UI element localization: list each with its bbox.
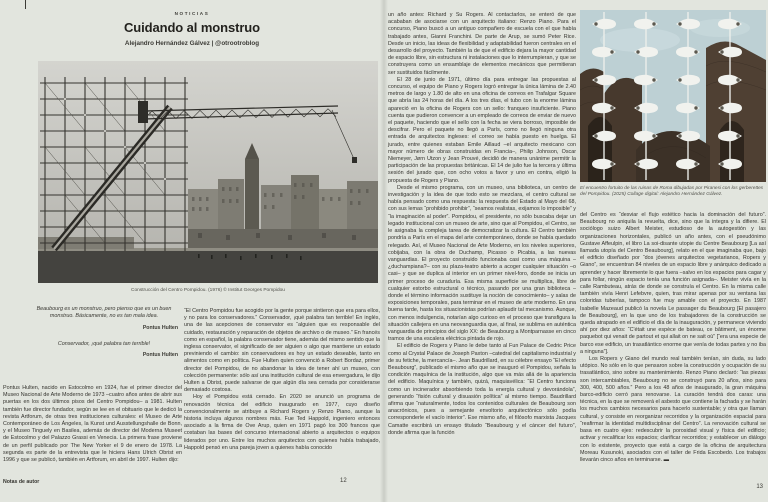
author-notes-label: Notas de autor <box>3 479 40 485</box>
article-title: Cuidando al monstruo <box>124 20 260 35</box>
collage-caption: El encuentro fortuito de las ruinas de Roma dibujadas por Piranesi con los gerberettes del Pompidou. (2025) Collage digital: Alejandro Hernández Gálvez. <box>580 186 764 198</box>
paragraph: Hoy el Pompidou está cerrado. En 2020 se anunció un programa de renovación técnica del edificio inaugurado en 1977, cuyo diseño convencionalmente se atribuye a Richard Rogers y Renzo Piano, aunque la historia incluya algunos nombres más. Fue Ted Happold, ingeniero entonces asociado a la firma de Ove Arup, quien en 1971 pagó los 300 francos que costaban las bases del concurso internacional abierto a arquitectos o equipos liderados por uno. Entre los muchos arquitectos con quienes había trabajado, Happold pensó en una pareja joven a quienes había conocido <box>184 394 380 451</box>
quote-attribution: Pontus Hulten <box>142 352 178 359</box>
section-kicker: NOTICIAS <box>174 11 210 16</box>
body-column <box>388 12 576 437</box>
paragraph: del Centro es “desviar el flujo estético hacia la dominación del futuro”. Beaubourg no aniquila la revuelta, dice, sino que la integra y la difiere. El sociólogo suizo Albert Meister, estudioso de la autogestión y las organizaciones horizontales, publicó un año antes, con el pseudónimo Gustave Affeulpin, el libro La soi-disante utopie du Centre Beaubourg [La así llamada utopía del Centro Beaubourg], relato en el que imaginaba que, bajo el edificio diseñado por “dos jóvenes arquitectos vegetarianos, Ropers y Giano”, se encuentran 84 niveles de un espacio libre y anárquico dedicado a aprender y hacer libremente lo que fuera –salvo en los espacios para cagar y para follar, ningún espacio tenía una función asignada–. Meister vivía en la calle Rambuteau, atrás de donde se construía el Centro. En la misma calle también vivía Henri Lefebvre, quien, tras mirar apenas por su ventana las coloridas tuberías, tampoco fue muy amable con el proyecto. En 1987 Isabelle Mazeaud publicó la novela Le passager du Beaubourg [El pasajero de Beaubourg], en la que uno de los trabajadores de la construcción se queda atrapado en el edificio el día de la inauguración, y permanece viviendo ahí por diez años: “C'était une espèce de bateau, ce bâtiment, un énorme paquebot qui venait de partout et qui allait on ne sait où” [“era una especie de barco ese edificio, un trasatlántico enorme que venía de todas partes y no iba a ninguna”]. <box>580 212 766 355</box>
paragraph: El 28 de junio de 1971, último día para entregar las propuestas al concurso, el equipo de Piano y Rogers logró entregar la única lámina de 2.40 metros de largo y 1.80 de alto en una oficina de correos en Trafalgar Square que abría las 24 horas del día. A los tres días, el tubo con la enorme lámina apareció en la oficina de Rogers con un sello: franqueo insuficiente. Piano cuenta que pudieron convencer a un empleado de correos de enviar de nuevo el paquete, haciendo que el sello con la fecha se viera borroso, imposible de descifrar. Pero el paquete no llegó a París, como no llegó ninguna otra entrada de arquitectos ingleses: el correo se había puesto en huelga. El jurado, entre quienes estaban Emile Aillaud –el arquitecto mexicano con mayor número de obras construidas en Francia–, Philip Johnson, Oscar Niemeyer, Jørn Utzon y Jean Prouvé, decidió de manera unánime permitir la participación de las propuestas británicas. El 14 de julio fue la tercera y última sesión del jurado que, con ocho votos a favor y uno en contra, eligió la propuesta de Rogers y Piano. <box>388 76 576 184</box>
collage-image <box>580 10 766 182</box>
photo-caption: Construcción del Centro Pompidou. (1976) © Institut Georges Pompidou <box>131 288 285 293</box>
body-column <box>184 308 380 452</box>
paragraph: un año antes: Richard y Su Rogers. Al contactarlos, se enteró de que acababan de asociarse con un arquitecto italiano: Renzo Piano. Para el concurso, Piano buscó a un antiguo compañero de escuela con el que había trabajado antes, Gianni Franchini. De parte de Arup, se sumó Peter Rice. Desde un inicio, las ideas de flexibilidad y adaptabilidad fueron centrales en el desarrollo del proyecto. También la de que el edificio dejara la mayor cantidad de espacio libre, sin estructura ni instalaciones que lo interrumpieran, y que se construyera como un ensamblaje de elementos mecánicos que permitieran ser sustituidos fácilmente. <box>388 12 576 76</box>
pull-quote: Conservador, ¡qué palabra tan terrible! <box>57 340 151 347</box>
quote-attribution: Pontus Hulten <box>142 324 178 331</box>
pull-quotes <box>30 306 178 358</box>
right-page <box>384 0 768 502</box>
paragraph: Los Ropers y Giano del mundo real también tenían, sin duda, su lado utópico. No sólo en lo que pensaron sobre la construcción y ocupación de su trasatlántico, sino sobre su mantenimiento. Renzo Piano declaró: “las piezas son intercambiables, Beaubourg no se construyó para 20 años, sino para 300, 400, 500 años.” Pero a los 48 años de inaugurado, la gran máquina barco-edificio cerró para renovarse. La curación tendrá dos caras: una técnica, en la que se removerá el asbesto que contiene la fachada y se harán los muchos cambios necesarios para hacerlo sustentable; y otra que llaman cultural, y consiste en reorganizar recorridos y la organización espacial para “reafirmar la identidad multidisciplinar del Centro”. La renovación cultural se basa en cuatro ejes: redescubrir la porosidad visual y física del edificio; activar y recalificar los espacios; clarificar recorridos; y establecer un diálogo con lo existente, proyecto que está a cargo de la oficina de arquitectura Moreau Kusunoki, asociados con el taller de Frida Escobedo. Los trabajos llevarán cinco años en terminarse. ▬ <box>580 356 766 463</box>
body-column <box>3 385 182 464</box>
piranesi-gerberette-collage <box>580 10 766 182</box>
paragraph: Pontus Hulten, nacido en Estocolmo en 1924, fue el primer director del Museo Nacional de Arte Moderno de 1973 –cuatro años antes de abrir sus puertas en los dos últimos pisos del Centro Pompidou– a 1981. Hulten también fue director fundador, según se lee en el obituario que le dedicó la revista Artforum, de otras tres instituciones culturales: el Museo de Arte Contemporáneo de Los Ángeles, la Kunst und Ausstellungshalle de Bonn, y el Museo Tinguely en Basilea, además de director del Moderna Museet de Estocolmo y del Palazzo Grassi en Venecia. La primera frase proviene de un perfil publicado por The New Yorker el 9 de enero de 1978. La segunda es parte de la entrevista que le hiciera Hans Ulrich Obrist en 1996 y que se publicó, también en Artforum, en abril de 1997. Hulten dijo: <box>3 385 182 464</box>
page-number: 13 <box>756 484 763 490</box>
body-column <box>580 212 766 464</box>
construction-photo <box>38 61 378 283</box>
paragraph: El edificio de Rogers y Piano le debe tanto al Fun Palace de Cedric Price como al Crystal Palace de Joseph Paxton –catedral del capitalismo industrial y de su fetiche, la mercancía–. Jean Baudrillard, en su célebre ensayo “El efecto Beaubourg”, publicado el mismo año que se inauguró el Pompidou, señala la condición maquínica de la institución, algo que va más allá de la apariencia del edificio. Maquínica y también, quizá, maquiavélica: “El Centro funciona como un incinerador absorbiendo toda la energía cultural y devorándola”, generando “fisión cultural y disuasión política” al mismo tiempo. Baudrillard afirma que “naturalmente, todos los contenidos culturales de Beaubourg son anacrónicos, pues a semejante envoltorio arquitectónico sólo podía corresponderle el vacío interior”. Ese mismo año, el filósofo marxista Jacques Camatte escribirá un ensayo titulado “Beaubourg y el cáncer del futuro”, donde afirma que la función <box>388 343 576 436</box>
page-number: 12 <box>340 478 347 484</box>
paragraph: Desde el mismo programa, con un museo, una biblioteca, un centro de investigación y la idea de que todo esto se mezclara, el centro cultural se había pensado como una respuesta: la respuesta del Estado al Mayo del 68, con sus lemas “prohibido prohibir”, “seamos realistas, exijamos lo imposible” y “la imaginación al poder”. Pompidou, el presidente, no sólo buscaba dejar un legado institucional con un museo de arte, sino que al Pompidou, el Centro, se le asignaba la compleja tarea de democratizar la cultura. El Centro también pondría a París en el mapa del arte contemporáneo, donde se había quedado relegado. Así, el Museo Nacional de Arte Moderno, en los niveles superiores, cobijaba, con la obra de Duchamp, Picasso o Picabia, a las nuevas vanguardias. El proyecto construido funcionaba casi como una máquina –¿duchampiana?– con su plaza-teatro abierto a acoger cualquier situación –o casi– y que se duplica al interior en un primer nivel-foro, donde se inicia un primer proceso de curaduría. Esa misma superficie se multiplica, libre de cualquier estorbo estructural o técnico, pasando por una gran biblioteca –donde el término información sustituye la noción de conocimiento– y salas de exposiciones temporales, para terminar en el museo de arte moderno. En una buena tarde, hasta los situacionistas podrían aplaudir tal mecanismo. Aunque, con menos indulgencia, notarían algo curioso en el proceso que transfigura la situación callejera en una neovanguardia que, al final, se sublima en auténtica vanguardia de principios del siglo XX: de Beaubourg a Montparnasse en cinco tramos de una escalera eléctrica pintada de rojo. <box>388 184 576 343</box>
byline: Alejandro Hernández Gálvez | @otrootroblog <box>124 40 260 47</box>
paragraph: “El Centro Pompidou fue acogido por la gente porque sintieron que era para ellos, y no para los conservadores.” Conservador, ¡qué palabra tan terrible! En inglés, una de las acepciones de conservator es “alguien que es responsable del cuidado, restauración y reparación de objetos de archivo o de museo.” En francés como en español, la palabra conservador tiene, además del mismo sentido que la inglesa conservator, el significado de ser alguien o algo que mantiene un estado previniendo el cambio: sin conservadores es hoy un estado deseable, tanto en alimentos como en política. Fue Hulten quien convenció a Robert Bordaz, primer director del Pompidou, de no abandonar la idea de tener ahí un museo, con colección permanente: sólo así una institución cultural de esa envergadura, le dijo Hulten a Obrist, puede salvarse de que algún día sea cerrada por considerarse demasiado costosa. <box>184 308 380 394</box>
pompidou-construction-illustration <box>38 61 378 283</box>
pull-quote: Beaubourg es un monstruo, pero pienso que es un buen monstruo. Básicamente, no es tan mala idea. <box>36 306 172 320</box>
